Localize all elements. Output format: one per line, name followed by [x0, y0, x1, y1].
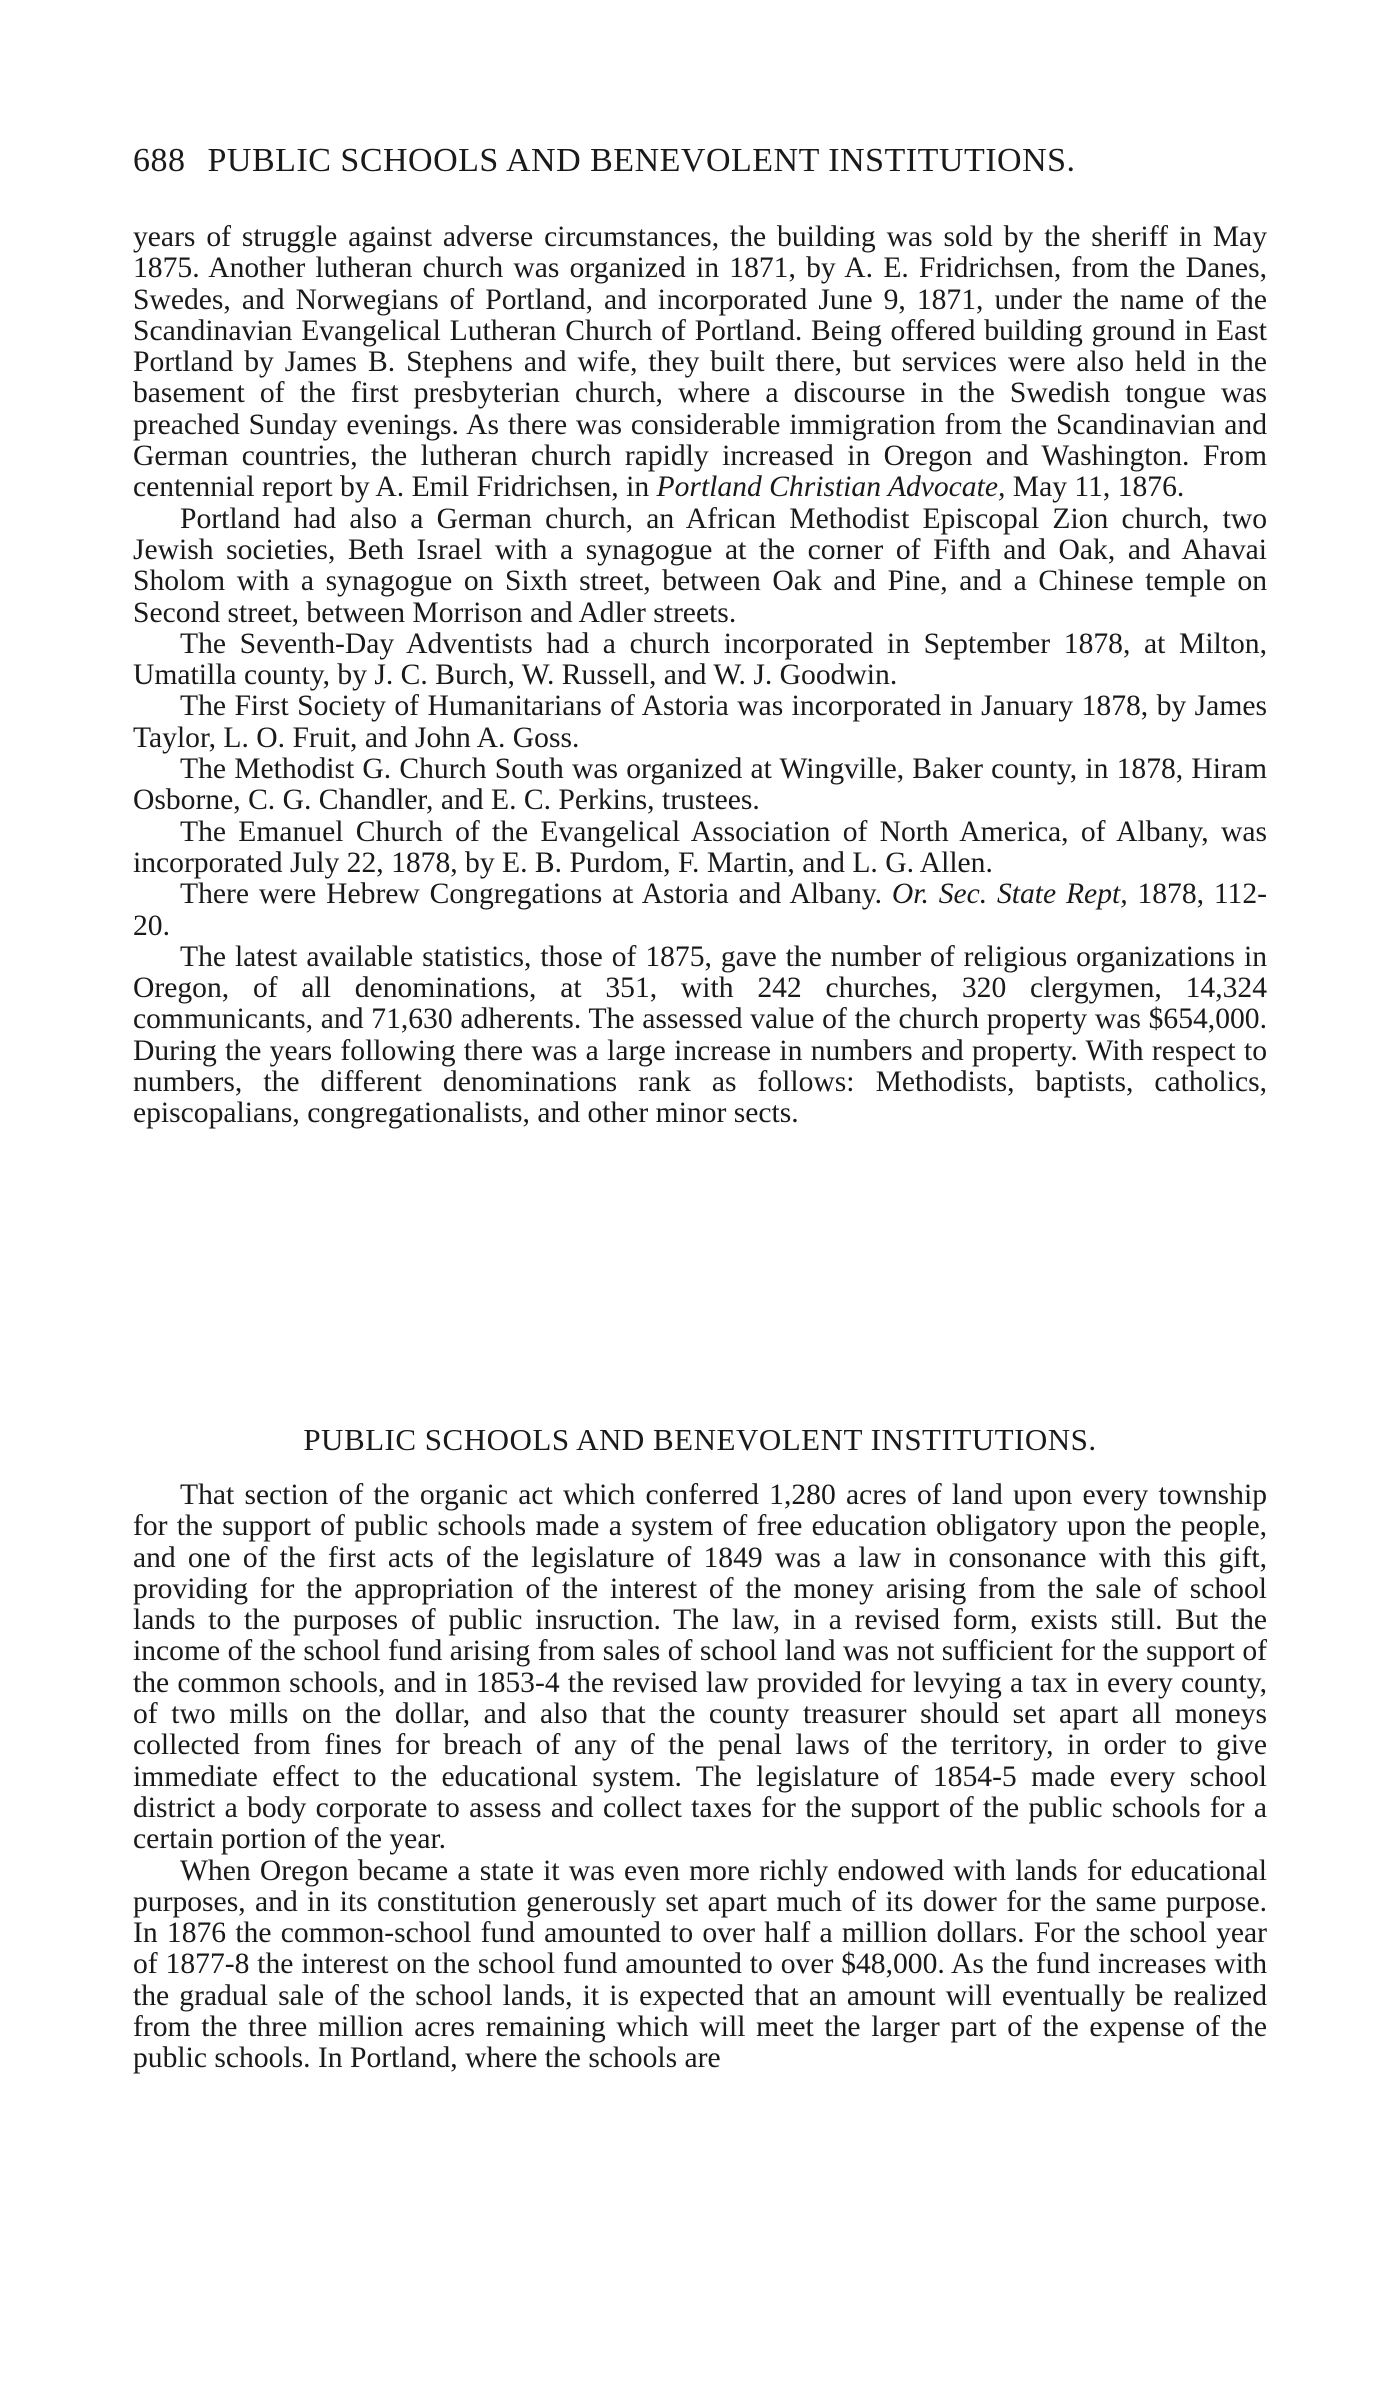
- citation-date: May 11, 1876.: [1012, 471, 1185, 504]
- page-number: 688: [133, 142, 186, 179]
- paragraph-lutheran-church: [133, 222, 1267, 504]
- running-title: PUBLIC SCHOOLS AND BENEVOLENT INSTITUTIONS.: [207, 142, 1076, 179]
- paragraph-methodist-south: The Methodist G. Church South was organized at Wingville, Baker county, in 1878, Hiram Osborne, C. G. Chandler, and E. C. Perkins, trustees.: [133, 753, 1267, 817]
- source-citation: Portland Christian Advocate,: [656, 471, 1006, 504]
- paragraph-adventists: The Seventh-Day Adventists had a church incorporated in September 1878, at Milton, Umatilla county, by J. C. Burch, W. Russell, and W. J. Goodwin.: [133, 627, 1267, 692]
- paragraph-organic-act: That section of the organic act which conferred 1,280 acres of land upon every township for the support of public schools made a system of free education obligatory upon the people, and one of the first acts of the legislature of 1849 was a law in consonance with this gift, providing for the appropriation of the interest of the money arising from the sale of school lands to the purposes of public insruction. The law, in a revised form, exists still. But the income of the school fund arising from sales of school land was not sufficient for the support of the common schools, and in 1853-4 the revised law provided for levying a tax in every county, of two mills on the dollar, and also that the county treasurer should set apart all moneys collected from fines for breach of any of the penal laws of the territory, in order to give immediate effect to the educational system. The legislature of 1854-5 made every school district a body corporate to assess and collect taxes for the support of the public schools for a certain portion of the year.: [133, 1479, 1267, 1856]
- citation-pages: 1878, 112-20.: [133, 878, 1267, 942]
- paragraph-portland-churches: Portland had also a German church, an African Methodist Episcopal Zion church, two Jewish societies, Beth Israel with a synagogue at the corner of Fifth and Oak, and Ahavai Sholom with a synagogue on Sixth street, between Oak and Pine, and a Chinese temple on Second street, between Morrison and Adler streets.: [133, 502, 1267, 629]
- paragraph-statistics: The latest available statistics, those of 1875, gave the number of religious organizations in Oregon, of all denominations, at 351, with 242 churches, 320 clergymen, 14,324 communicants, and 71,630 adherents. The assessed value of the church property was $654,000. During the years following there was a large increase in numbers and property. With respect to numbers, the different denominations rank as follows: Methodists, baptists, catholics, episcopalians, congregationalists, and other minor sects.: [133, 940, 1267, 1130]
- paragraph-text: There were Hebrew Congregations at Astoria and Albany.: [180, 878, 883, 911]
- running-head: [133, 142, 1253, 180]
- paragraph-emanuel-church: The Emanuel Church of the Evangelical Association of North America, of Albany, was incorporated July 22, 1878, by E. B. Purdom, F. Martin, and L. G. Allen.: [133, 815, 1267, 879]
- church-history-text: [133, 222, 1267, 1130]
- section-heading: PUBLIC SCHOOLS AND BENEVOLENT INSTITUTIONS.: [303, 1422, 1097, 1457]
- source-citation: Or. Sec. State Rept,: [891, 878, 1128, 911]
- paragraph-statehood-lands: When Oregon became a state it was even more richly endowed with lands for educational purposes, and in its constitution generously set apart much of its dower for the same purpose. In 1876 the common-school fund amounted to over half a million dollars. For the school year of 1877-8 the interest on the school fund amounted to over $48,000. As the fund increases with the gradual sale of the school lands, it is expected that an amount will eventually be realized from the three million acres remaining which will meet the larger part of the expense of the public schools. In Portland, where the schools are: [133, 1854, 1267, 2075]
- paragraph-hebrew-congregations: [133, 879, 1267, 942]
- paragraph-text: years of struggle against adverse circumstances, the building was sold by the sheriff in May 1875. Another lutheran church was organized in 1871, by A. E. Fridrichsen, from the Danes, Swedes, and Norwegians of Portland, and incorporated June 9, 1871, under the name of the Scandinavian Evangelical Lutheran Church of Portland. Being offered building ground in East Portland by James B. Stephens and wife, they built there, but services were also held in the basement of the first presbyterian church, where a discourse in the Swedish tongue was preached Sunday evenings. As there was considerable immigration from the Scandinavian and German countries, the lutheran church rapidly increased in Oregon and Washington. From centennial report by A. Emil Fridrichsen, in: [133, 221, 1267, 504]
- public-schools-text: [133, 1480, 1267, 2075]
- paragraph-humanitarians: The First Society of Humanitarians of Astoria was incorporated in January 1878, by James Taylor, L. O. Fruit, and John A. Goss.: [133, 690, 1267, 754]
